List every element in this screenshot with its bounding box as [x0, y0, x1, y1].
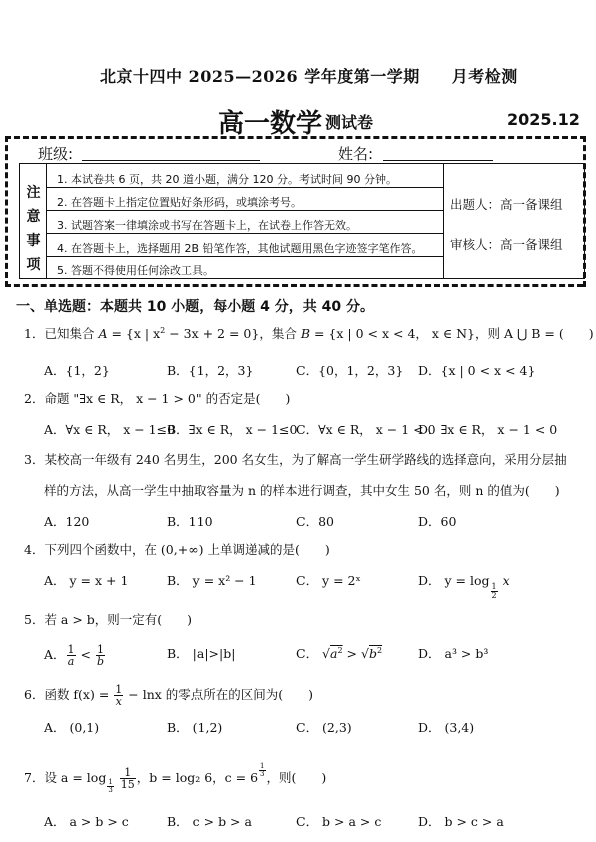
q5-option-c[interactable]: C． $√a^2 > √b^2$ [296, 645, 383, 661]
class-label: 班级: [38, 145, 74, 163]
question-3-stem: 3．某校高一年级有 240 名男生，200 名女生，为了解高一学生研学路线的选择意向，采用分层抽 [24, 452, 567, 467]
q4-option-d[interactable]: D． y = log $\frac{1}{2}$ x [418, 573, 510, 600]
exam-header-line [100, 64, 518, 87]
exam-school-term: 北京十四中 2025—2026 学年度第一学期 [100, 67, 420, 86]
rule-divider [47, 210, 443, 211]
q6-text: 6．函数 f(x) = [24, 687, 114, 702]
q4-option-a[interactable]: A． y = x + 1 [44, 573, 129, 588]
notice-heading-char: 注 [26, 185, 41, 201]
q2-option-a[interactable]: A．∀x ∈ R， x − 1≤0 [44, 422, 176, 437]
class-field[interactable] [82, 160, 260, 161]
q7-option-d[interactable]: D． b > c > a [418, 814, 504, 829]
q6-option-a[interactable]: A． (0,1) [44, 720, 100, 735]
q1-option-c[interactable]: C．{0，1，2，3} [296, 363, 404, 378]
page-title: 高一数学 [218, 109, 323, 139]
q3-option-b[interactable]: B．110 [167, 514, 213, 529]
q1-set-a: A [98, 326, 108, 341]
dashed-frame-bottom [5, 284, 583, 287]
notice-rule: 2. 在答题卡上指定位置贴好条形码，或填涂考号。 [57, 196, 302, 209]
q2-option-d[interactable]: D．∃x ∈ R， x − 1 < 0 [418, 422, 558, 437]
notice-heading-char: 意 [26, 209, 41, 225]
q1-text: = {x | 0 < x < 4， x ∈ N}，则 A ⋃ B = ( ) [310, 326, 594, 341]
q5-option-c-label: C． [296, 646, 319, 661]
question-4-stem: 4．下列四个函数中，在 (0,+∞) 上单调递减的是( ) [24, 542, 330, 557]
q5-option-a[interactable]: A． $\frac{1}{a}$ < $\frac{1}{b}$ [44, 643, 104, 668]
question-7-stem: 7．设 a = log $\frac{1}{3}$ $\frac{1}{15}$ ，b = log₂ 6，c = 6 $\frac{1}{3}$ ，则( ) [24, 762, 327, 794]
q7-text: ，b = log₂ 6，c = 6 [136, 770, 259, 785]
q3-option-d[interactable]: D．60 [418, 514, 457, 529]
q1-text: 已知集合 [44, 326, 95, 341]
q1-text: − 3x + 2 = 0}，集合 [165, 326, 301, 341]
question-2-stem: 2．命题 "∃x ∈ R， x − 1 > 0" 的否定是( ) [24, 391, 291, 406]
q5-option-d[interactable]: D． a³ > b³ [418, 646, 489, 661]
name-label: 姓名: [338, 145, 374, 163]
q5-option-a-label: A． [44, 647, 66, 662]
page-subtitle: 测试卷 [325, 113, 374, 132]
question-3-stem-cont: 样的方法，从高一学生中抽取容量为 n 的样本进行调查，其中女生 50 名，则 n 的值为( ) [44, 483, 560, 498]
notice-rule: 4. 在答题卡上，选择题用 2B 铅笔作答，其他试题用黑色字迹签字笔作答。 [57, 242, 423, 255]
question-1-stem: 1．已知集合 A = {x | $x^2 - 3x + 2 = 0$}，集合 B = {x | 0 < x < 4， x ∈ N}，则 A ⋃ B = ( ) [24, 325, 594, 341]
notice-heading-char: 事 [26, 233, 41, 249]
q7-option-a[interactable]: A． a > b > c [44, 814, 129, 829]
q6-option-b[interactable]: B． (1,2) [167, 720, 223, 735]
q4-option-c[interactable]: C． y = 2ˣ [296, 573, 361, 588]
q2-option-c[interactable]: C．∀x ∈ R， x − 1 < 0 [296, 422, 436, 437]
q1-set-b: B [300, 326, 311, 341]
q3-option-c[interactable]: C．80 [296, 514, 334, 529]
question-5-stem: 5．若 a > b，则一定有( ) [24, 612, 193, 627]
q6-text: − lnx 的零点所在的区间为( ) [124, 687, 314, 702]
notice-rules [47, 164, 444, 278]
q6-option-c[interactable]: C． (2,3) [296, 720, 352, 735]
name-field[interactable] [383, 160, 493, 161]
notice-rule: 1. 本试卷共 6 页，共 20 道小题，满分 120 分。考试时间 90 分钟。 [57, 173, 397, 186]
q7-text: ，则( ) [266, 770, 327, 785]
rule-divider [47, 187, 443, 188]
q7-option-b[interactable]: B． c > b > a [167, 814, 252, 829]
q7-option-c[interactable]: C． b > a > c [296, 814, 382, 829]
q7-text: 7．设 a = log [24, 770, 107, 785]
reviewer-line: 审核人：高一备课组 [450, 237, 563, 252]
notice-box [19, 163, 585, 279]
notice-rule: 5. 答题不得使用任何涂改工具。 [57, 264, 214, 277]
q6-option-d[interactable]: D． (3,4) [418, 720, 475, 735]
q1-text: = {x | x [107, 326, 161, 341]
exam-type: 月考检测 [451, 67, 518, 86]
exam-date: 2025.12 [507, 110, 580, 129]
notice-heading-char: 项 [26, 257, 41, 273]
rule-divider [47, 233, 443, 234]
q4-option-b[interactable]: B． y = x² − 1 [167, 573, 257, 588]
q2-option-b[interactable]: B．∃x ∈ R， x − 1≤0 [167, 422, 298, 437]
rule-divider [47, 256, 443, 257]
q1-option-a[interactable]: A．{1，2} [44, 363, 110, 378]
q1-option-b[interactable]: B．{1，2，3} [167, 363, 254, 378]
q5-option-b[interactable]: B． |a|>|b| [167, 646, 236, 661]
notice-rule: 3. 试题答案一律填涂或书写在答题卡上，在试卷上作答无效。 [57, 219, 357, 232]
q4-option-d-text: D． y = log [418, 573, 490, 588]
question-6-stem: 6．函数 f(x) = $\frac{1}{x}$ − lnx 的零点所在的区间为( ) [24, 683, 314, 708]
q1-option-d[interactable]: D．{x | 0 < x < 4} [418, 363, 536, 378]
question-number: 1． [24, 326, 45, 341]
author-line: 出题人：高一备课组 [450, 197, 563, 212]
notice-heading [20, 164, 47, 278]
q3-option-a[interactable]: A．120 [44, 514, 90, 529]
section-heading: 一、单选题：本题共 10 小题，每小题 4 分，共 40 分。 [16, 299, 374, 315]
